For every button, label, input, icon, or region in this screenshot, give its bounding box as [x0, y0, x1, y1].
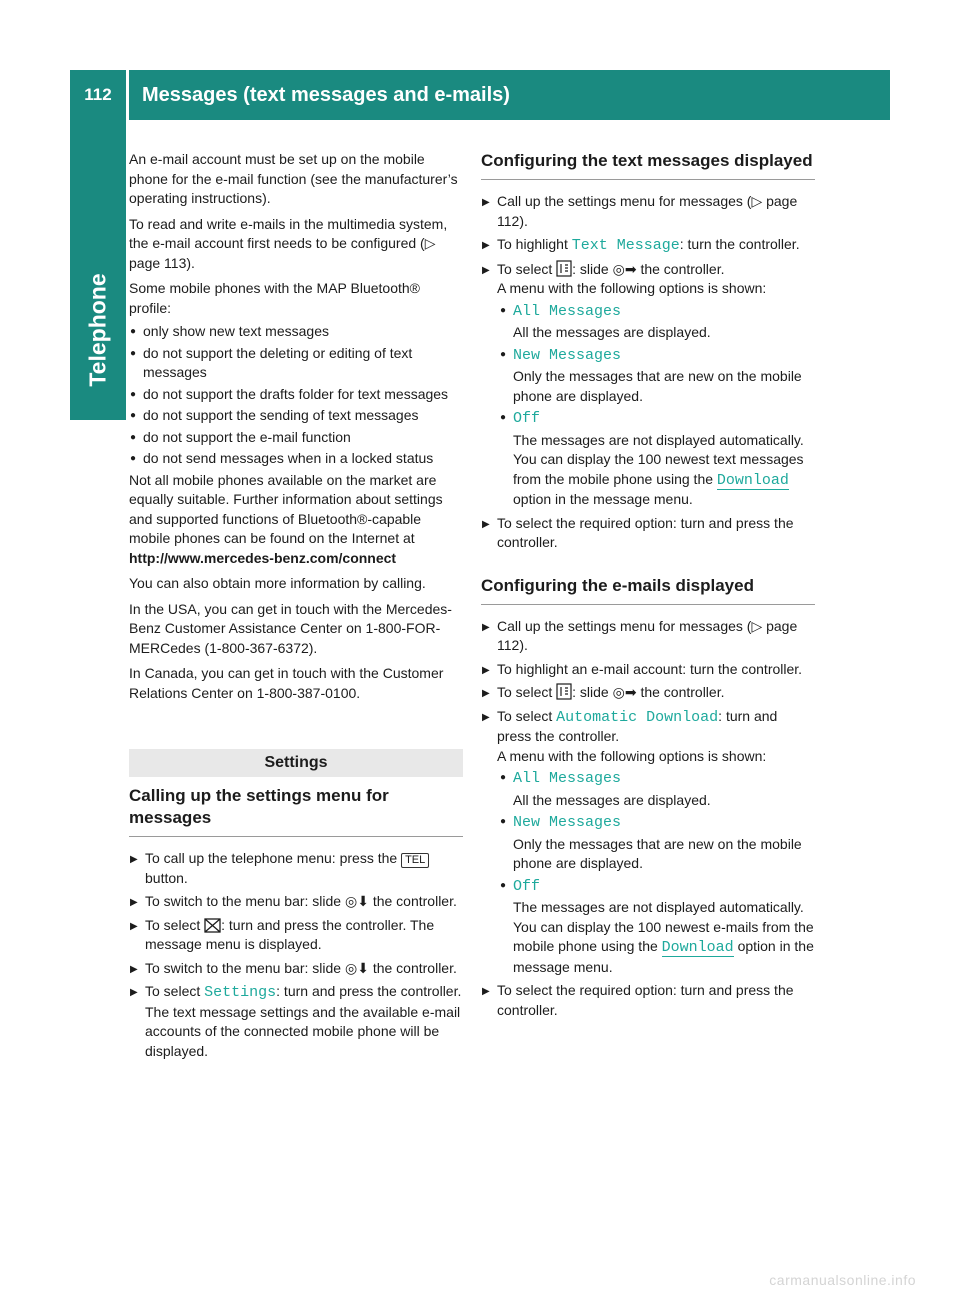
- step-item: ▶ To switch to the menu bar: slide ◎⬇ the controller.: [129, 959, 463, 979]
- paragraph: An e-mail account must be set up on the mobile phone for the e-mail function (see the manufacturer’s operating instructions).: [129, 151, 458, 206]
- section-heading: Calling up the settings menu for messages: [129, 785, 463, 837]
- step-item: ▶ To select Automatic Download: turn and press the controller. A menu with the following options is shown: ● All Messages All the messages are displayed. ● New Messages Only the messages that are new on the mobile phone are displayed. ● Off The messages are not displayed automatically. You can display the 100 newest e-mails from the mobile phone using the Download option in the message menu.: [481, 707, 815, 978]
- step-item: ▶ To highlight an e-mail account: turn the controller.: [481, 660, 815, 680]
- paragraph: In Canada, you can get in touch with the Customer Relations Center on 1-800-387-0100.: [129, 665, 444, 701]
- list-item: ● do not support the e-mail function: [129, 428, 463, 448]
- list-item: ● only show new text messages: [129, 322, 463, 342]
- step-item: ▶ Call up the settings menu for messages (▷ page 112).: [481, 192, 815, 231]
- option-item: ● New Messages: [499, 812, 815, 833]
- option-item: ● All Messages: [499, 768, 815, 789]
- paragraph: To read and write e-mails in the multimedia system, the e-mail account first needs to be configured (▷ page 113).: [129, 215, 448, 271]
- section-title: Telephone: [84, 273, 111, 387]
- website-link[interactable]: http://www.mercedes-benz.com/connect: [129, 549, 397, 566]
- step-item: ▶ To select the required option: turn and press the controller.: [481, 981, 815, 1020]
- settings-menu-label: Settings: [204, 984, 277, 1001]
- section-tab: [70, 120, 126, 420]
- text-message-label: Text Message: [571, 237, 680, 254]
- step-item: ▶ To select : turn and press the controller. The message menu is displayed.: [129, 916, 463, 955]
- option-item: ● All Messages: [499, 301, 815, 322]
- section-heading: Configuring the e-mails displayed: [481, 575, 815, 605]
- list-item: ● do not send messages when in a locked status: [129, 449, 463, 469]
- automatic-download-label: Automatic Download: [556, 708, 719, 726]
- step-item: ▶ To switch to the menu bar: slide ◎⬇ the controller.: [129, 892, 463, 912]
- paragraph: Some mobile phones with the MAP Bluetooth® profile:: [129, 280, 420, 316]
- tel-key-icon: TEL: [401, 853, 429, 868]
- header-divider: [126, 70, 129, 120]
- paragraph: Not all mobile phones available on the market are equally suitable. Further information about settings and supported functions of Bluetooth®-capable mobile phones can be found on the Internet at: [129, 471, 443, 546]
- paragraph: You can also obtain more information by calling.: [129, 575, 426, 591]
- page-header: [70, 70, 890, 120]
- step-item: ▶ To select Settings: turn and press the controller. The text message settings and the available e-mail accounts of the connected mobile phone will be displayed.: [129, 982, 463, 1061]
- option-item: ● Off: [499, 876, 815, 897]
- option-item: ● Off: [499, 408, 815, 429]
- page-number: 112: [84, 85, 112, 104]
- left-column: [129, 150, 463, 1065]
- step-item: ▶ To select the required option: turn and press the controller.: [481, 514, 815, 553]
- paragraph: In the USA, you can get in touch with the Mercedes-Benz Customer Assistance Center on 1-800-FOR-MERCedes (1-800-367-6372).: [129, 600, 452, 656]
- download-option-label: Download: [661, 939, 734, 956]
- right-column: [481, 150, 815, 1024]
- list-item: ● do not support the deleting or editing of text messages: [129, 344, 463, 383]
- option-item: ● New Messages: [499, 345, 815, 366]
- list-item: ● do not support the sending of text messages: [129, 406, 463, 426]
- page-title: Messages (text messages and e-mails): [142, 83, 510, 106]
- step-item: ▶ To highlight Text Message: turn the controller.: [481, 235, 815, 256]
- settings-menu-icon: [556, 260, 572, 277]
- download-option-label: Download: [716, 471, 789, 489]
- envelope-icon: [204, 918, 221, 933]
- step-item: ▶ To select : slide ◎➡ the controller.: [481, 683, 815, 703]
- settings-menu-icon: [556, 683, 572, 700]
- step-item: ▶ Call up the settings menu for messages (▷ page 112).: [481, 617, 815, 656]
- section-heading: Configuring the text messages displayed: [481, 150, 815, 180]
- step-item: ▶ To call up the telephone menu: press the TELbutton.: [129, 849, 463, 888]
- list-item: ● do not support the drafts folder for text messages: [129, 385, 463, 405]
- settings-heading-bar: Settings: [129, 749, 463, 777]
- watermark: carmanualsonline.info: [769, 1272, 916, 1288]
- step-item: ▶ To select : slide ◎➡ the controller. A menu with the following options is shown: ● All Messages All the messages are displayed. ● New Messages Only the messages that are new on the mobile phone are displayed. ● Off The messages are not displayed automatically. You can display the 100 newest text messages from the mobile phone using the Download option in the message menu.: [481, 260, 815, 510]
